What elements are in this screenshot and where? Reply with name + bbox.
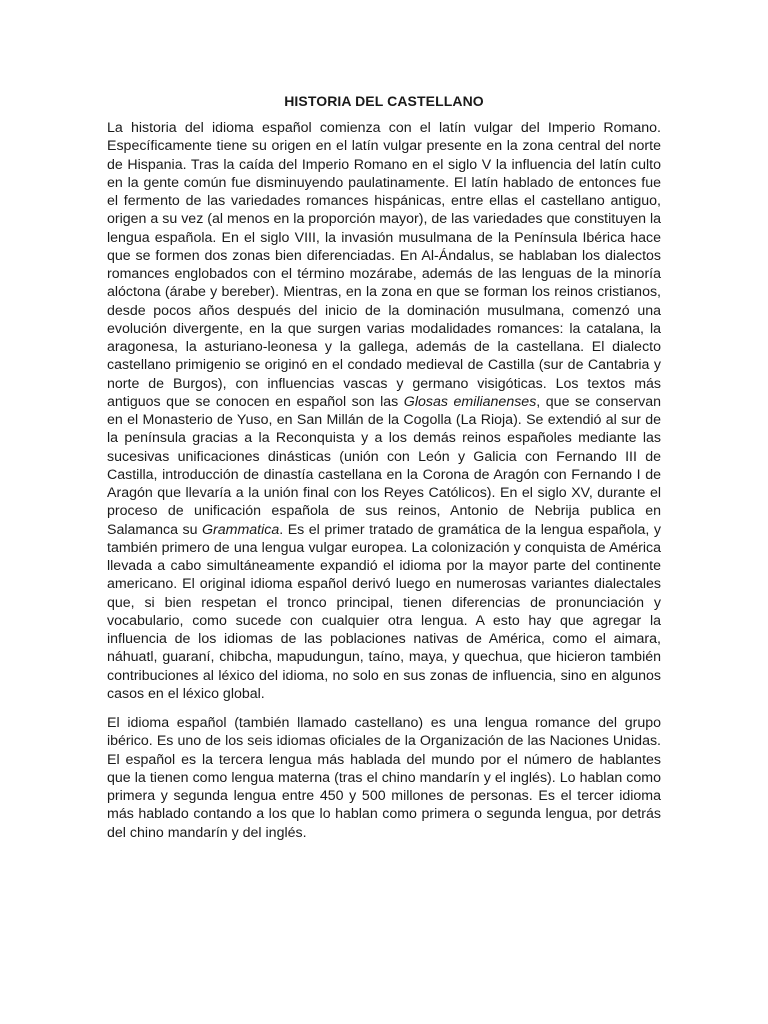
paragraph-history-text-3: . Es el primer tratado de gramática de la lengua española, y también primero de una lengua vulgar europea. La colonización y conquista de América llevada a cabo simultáneamente expandió el idioma por la mayor parte del continente americano. El original idioma español derivó luego en numerosas variantes dialectales que, si bien respetan el tronco principal, tienen diferencias de pronunciación y vocabulario, como sucede con cualquier otra lengua. A esto hay que agregar la influencia de los idiomas de las poblaciones nativas de América, como el aimara, náhuatl, guaraní, chibcha, mapudungun, taíno, maya, y quechua, que hicieron también contribuciones al léxico del idioma, no solo en sus zonas de influencia, sino en algunos casos en el léxico global. bbox=[107, 521, 661, 702]
paragraph-history bbox=[107, 119, 661, 703]
paragraph-history-text-2: , que se conservan en el Monasterio de Yuso, en San Millán de la Cogolla (La Rioja). Se extendió al sur de la península gracias a la Reconquista y a los demás reinos españoles mediante las sucesivas unificaciones dinásticas (unión con León y Galicia con Fernando III de Castilla, introducción de dinastía castellana en la Corona de Aragón con Fernando I de Aragón que llevaría a la unión final con los Reyes Católicos). En el siglo XV, durante el proceso de unificación española de sus reinos, Antonio de Nebrija publica en Salamanca su bbox=[107, 393, 661, 538]
paragraph-history-text-1: La historia del idioma español comienza con el latín vulgar del Imperio Romano. Específicamente tiene su origen en el latín vulgar presente en la zona central del norte de Hispania. Tras la caída del Imperio Romano en el siglo V la influencia del latín culto en la gente común fue disminuyendo paulatinamente. El latín hablado de entonces fue el fermento de las variedades romances hispánicas, entre ellas el castellano antiguo, origen a su vez (al menos en la proporción mayor), de las variedades que constituyen la lengua española. En el siglo VIII, la invasión musulmana de la Península Ibérica hace que se formen dos zonas bien diferenciadas. En Al-Ándalus, se hablaban los dialectos romances englobados con el término mozárabe, además de las lenguas de la minoría alóctona (árabe y bereber). Mientras, en la zona en que se forman los reinos cristianos, desde pocos años después del inicio de la dominación musulmana, comenzó una evolución divergente, en la que surgen varias modalidades romances: la catalana, la aragonesa, la asturiano-leonesa y la gallega, además de la castellana. El dialecto castellano primigenio se originó en el condado medieval de Castilla (sur de Cantabria y norte de Burgos), con influencias vascas y germano visigóticas. Los textos más antiguos que se conocen en español son las bbox=[107, 120, 661, 410]
paragraph-overview: El idioma español (también llamado castellano) es una lengua romance del grupo ibérico. Es uno de los seis idiomas oficiales de la Organización de las Naciones Unidas. El español es la tercera lengua más hablada del mundo por el número de hablantes que la tienen como lengua materna (tras el chino mandarín y el inglés). Lo hablan como primera y segunda lengua entre 450 y 500 millones de personas. Es el tercer idioma más hablado contando a los que lo hablan como primera o segunda lengua, por detrás del chino mandarín y del inglés. bbox=[107, 715, 661, 841]
document-title: HISTORIA DEL CASTELLANO bbox=[284, 93, 484, 109]
grammatica-title: Grammatica bbox=[202, 521, 280, 538]
document-page bbox=[107, 92, 661, 842]
glosas-emilianenses-title: Glosas emilianenses bbox=[403, 393, 537, 410]
